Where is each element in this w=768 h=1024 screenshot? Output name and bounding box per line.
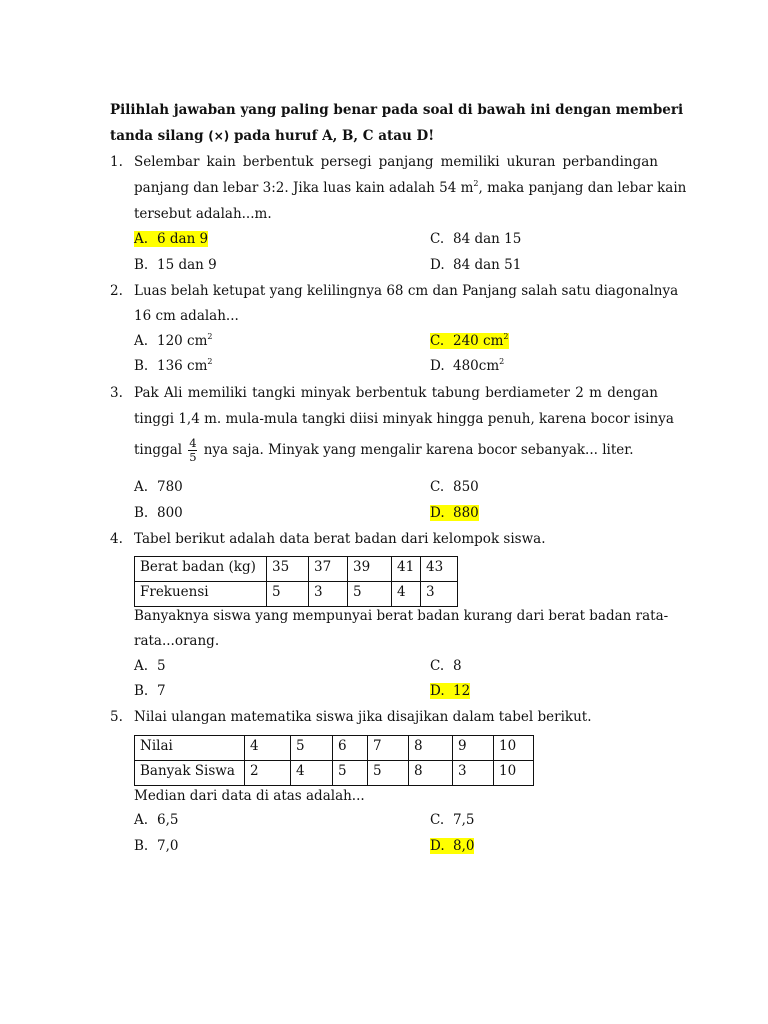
table-cell: 8 <box>409 736 453 761</box>
option-b[interactable] <box>134 838 178 854</box>
table-cell: 3 <box>309 582 348 607</box>
table-cell: 5 <box>291 736 333 761</box>
option-text: 8 <box>453 658 462 674</box>
option-text: 240 cm <box>453 333 504 349</box>
table-cell: 43 <box>421 557 458 582</box>
option-text: 880 <box>453 505 479 521</box>
question-text: tinggal <box>134 442 183 458</box>
question-text: panjang dan lebar 3:2. Jika luas kain adalah 54 m <box>134 180 474 196</box>
option-c[interactable] <box>430 231 521 247</box>
option-letter: A. <box>134 333 149 349</box>
superscript: 2 <box>207 332 213 341</box>
option-b[interactable] <box>134 257 217 273</box>
question-5-after-1: Median dari data di atas adalah... <box>134 788 365 804</box>
table-cell: 5 <box>348 582 392 607</box>
option-text: 136 cm <box>157 358 208 374</box>
option-a[interactable] <box>134 333 213 349</box>
option-letter: D. <box>430 505 445 521</box>
option-text: 7,0 <box>157 838 179 854</box>
option-text: 480cm <box>453 358 500 374</box>
option-text: 84 dan 15 <box>453 231 522 247</box>
option-text: 6 dan 9 <box>157 231 209 247</box>
option-letter: C. <box>430 231 445 247</box>
option-d[interactable] <box>430 505 479 521</box>
question-1-line-2 <box>134 180 686 196</box>
option-c[interactable] <box>430 333 509 349</box>
option-text: 5 <box>157 658 166 674</box>
option-letter: A. <box>134 812 149 828</box>
option-text: 120 cm <box>157 333 208 349</box>
table-cell: 10 <box>494 736 534 761</box>
option-letter: C. <box>430 658 445 674</box>
instruction-text-post: pada huruf A, B, C atau D! <box>233 128 435 144</box>
cross-symbol: (×) <box>208 129 230 143</box>
option-letter: D. <box>430 838 445 854</box>
option-d[interactable] <box>430 257 521 273</box>
instruction-line-2 <box>110 128 434 144</box>
table-cell: 4 <box>245 736 291 761</box>
table-cell: Nilai <box>135 736 245 761</box>
option-letter: B. <box>134 838 149 854</box>
option-letter: A. <box>134 231 149 247</box>
table-cell: 4 <box>392 582 421 607</box>
table-cell: Banyak Siswa <box>135 761 245 786</box>
question-text: Luas belah ketupat yang kelilingnya 68 cm dan Panjang salah satu diagonalnya <box>134 283 679 299</box>
option-letter: D. <box>430 683 445 699</box>
option-d[interactable] <box>430 358 504 374</box>
fraction <box>188 437 197 464</box>
table-cell: 3 <box>421 582 458 607</box>
table-cell: 5 <box>333 761 368 786</box>
option-b[interactable] <box>134 683 166 699</box>
superscript: 2 <box>473 179 479 188</box>
question-3-line-2: tinggi 1,4 m. mula-mula tangki diisi minyak hingga penuh, karena bocor isinya <box>134 411 674 427</box>
question-4-after-2: rata...orang. <box>134 633 220 649</box>
question-text: , maka panjang dan lebar kain <box>478 180 687 196</box>
table-cell: 2 <box>245 761 291 786</box>
option-c[interactable] <box>430 658 462 674</box>
table-row <box>135 557 458 582</box>
table-cell: 37 <box>309 557 348 582</box>
option-text: 8,0 <box>453 838 475 854</box>
option-letter: D. <box>430 358 445 374</box>
option-text: 12 <box>453 683 471 699</box>
table-cell: 10 <box>494 761 534 786</box>
table-cell: 5 <box>267 582 309 607</box>
option-letter: A. <box>134 658 149 674</box>
table-cell: Berat badan (kg) <box>135 557 267 582</box>
option-text: 780 <box>157 479 183 495</box>
table-cell: 3 <box>453 761 494 786</box>
option-text: 6,5 <box>157 812 179 828</box>
option-letter: B. <box>134 358 149 374</box>
fraction-denominator: 5 <box>189 450 197 464</box>
question-text: Tabel berikut adalah data berat badan dari kelompok siswa. <box>134 531 546 547</box>
option-text: 7,5 <box>453 812 475 828</box>
question-number: 3. <box>110 385 123 401</box>
table-row <box>135 761 534 786</box>
question-4-after-1: Banyaknya siswa yang mempunyai berat badan kurang dari berat badan rata- <box>134 608 669 624</box>
option-letter: B. <box>134 505 149 521</box>
score-table <box>134 735 534 786</box>
option-letter: C. <box>430 479 445 495</box>
table-row <box>135 736 534 761</box>
fraction-numerator: 4 <box>189 436 197 450</box>
question-number: 5. <box>110 709 123 725</box>
option-letter: D. <box>430 257 445 273</box>
option-text: 84 dan 51 <box>453 257 522 273</box>
option-text: 800 <box>157 505 183 521</box>
question-2-line-2: 16 cm adalah... <box>134 308 239 324</box>
table-cell: Frekuensi <box>135 582 267 607</box>
question-3-line-3 <box>134 437 634 464</box>
table-cell: 6 <box>333 736 368 761</box>
option-text: 7 <box>157 683 166 699</box>
question-text: Nilai ulangan matematika siswa jika disajikan dalam tabel berikut. <box>134 709 592 725</box>
option-b[interactable] <box>134 358 213 374</box>
option-c[interactable] <box>430 812 474 828</box>
option-letter: B. <box>134 683 149 699</box>
question-number: 2. <box>110 283 123 299</box>
table-cell: 5 <box>368 761 409 786</box>
table-cell: 41 <box>392 557 421 582</box>
superscript: 2 <box>499 357 505 366</box>
option-d[interactable] <box>430 683 470 699</box>
weight-table <box>134 556 458 607</box>
question-number: 1. <box>110 154 123 170</box>
option-a[interactable] <box>134 658 166 674</box>
option-a[interactable] <box>134 812 178 828</box>
option-letter: C. <box>430 333 445 349</box>
option-letter: A. <box>134 479 149 495</box>
option-letter: C. <box>430 812 445 828</box>
question-number: 4. <box>110 531 123 547</box>
option-letter: B. <box>134 257 149 273</box>
question-text: nya saja. Minyak yang mengalir karena bocor sebanyak... liter. <box>203 442 634 458</box>
option-text: 850 <box>453 479 479 495</box>
question-1-line-3: tersebut adalah...m. <box>134 206 272 222</box>
instruction-line-1: Pilihlah jawaban yang paling benar pada soal di bawah ini dengan memberi <box>110 102 684 118</box>
table-cell: 8 <box>409 761 453 786</box>
table-cell: 35 <box>267 557 309 582</box>
option-text: 15 dan 9 <box>157 257 217 273</box>
option-c[interactable] <box>430 479 479 495</box>
table-cell: 4 <box>291 761 333 786</box>
question-text: Pak Ali memiliki tangki minyak berbentuk tabung berdiameter 2 m dengan <box>134 385 658 401</box>
table-cell: 39 <box>348 557 392 582</box>
table-row <box>135 582 458 607</box>
table-cell: 9 <box>453 736 494 761</box>
question-text: Selembar kain berbentuk persegi panjang memiliki ukuran perbandingan <box>134 154 658 170</box>
instruction-text-pre: tanda silang <box>110 128 204 144</box>
option-b[interactable] <box>134 505 183 521</box>
option-a[interactable] <box>134 231 208 247</box>
superscript: 2 <box>207 357 213 366</box>
option-d[interactable] <box>430 838 474 854</box>
table-cell: 7 <box>368 736 409 761</box>
option-a[interactable] <box>134 479 183 495</box>
superscript: 2 <box>503 332 509 341</box>
